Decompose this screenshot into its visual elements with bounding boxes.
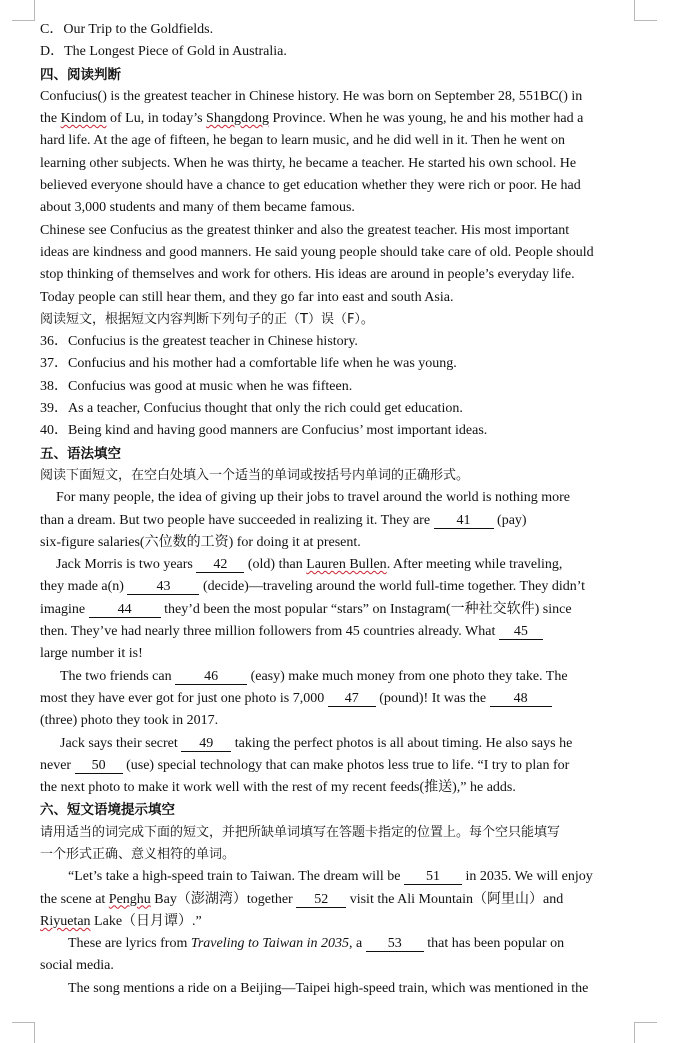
blank-48[interactable]: 48	[490, 691, 552, 707]
passage-line: (three) photo they took in 2017.	[40, 713, 219, 729]
passage-line: hard life. At the age of fifteen, he began to learn music, and he did well in it. Then he went on	[40, 133, 565, 149]
option-d: D．The Longest Piece of Gold in Australia.	[40, 44, 287, 60]
blank-42[interactable]: 42	[196, 557, 244, 573]
section-5-instruction: 阅读下面短文，在空白处填入一个适当的单词或按括号内单词的正确形式。	[40, 467, 470, 483]
blank-51[interactable]: 51	[404, 869, 462, 885]
question-item: 40．Being kind and having good manners are Confucius’ most important ideas.	[40, 423, 488, 439]
passage-line: Confucius() is the greatest teacher in Chinese history. He was born on September 28, 551BC() in	[40, 88, 583, 104]
passage-line: “Let’s take a high-speed train to Taiwan. The dream will be 51 in 2035. We will enjoy	[68, 869, 593, 885]
spellcheck-word: Kindom	[60, 111, 107, 127]
blank-53[interactable]: 53	[366, 936, 424, 952]
passage-line: believed everyone should have a chance to get education whether they were rich or poor. He had	[40, 178, 581, 194]
passage-line: ideas are kindness and good manners. He said young people should take care of old. People should	[40, 244, 594, 260]
passage-line: stop thinking of themselves and work for others. His ideas are around in people’s everyday life.	[40, 267, 575, 283]
passage-line: the next photo to make it work well with the rest of my recent feeds(推送),” he adds.	[40, 780, 516, 796]
passage-line: social media.	[40, 958, 114, 974]
blank-43[interactable]: 43	[127, 579, 199, 595]
question-item: 37．Confucius and his mother had a comfortable life when he was young.	[40, 356, 457, 372]
blank-52[interactable]: 52	[296, 892, 346, 908]
passage-line: imagine 44 they’d been the most popular “stars” on Instagram(一种社交软件) since	[40, 601, 572, 617]
passage-line: These are lyrics from Traveling to Taiwan in 2035, a 53 that has been popular on	[68, 936, 565, 952]
passage-line: Today people can still hear them, and they go far into east and south Asia.	[40, 289, 454, 305]
question-item: 36．Confucius is the greatest teacher in Chinese history.	[40, 334, 358, 350]
section-6-instruction: 请用适当的词完成下面的短文，并把所缺单词填写在答题卡指定的位置上。每个空只能填写	[40, 824, 561, 840]
spellcheck-word: Penghu	[108, 891, 151, 907]
blank-49[interactable]: 49	[181, 736, 231, 752]
blank-44[interactable]: 44	[89, 602, 161, 618]
question-item: 39．As a teacher, Confucius thought that only the rich could get education.	[40, 401, 463, 417]
spellcheck-word: Riyuetan	[40, 913, 91, 929]
spellcheck-word: Lauren Bullen	[306, 557, 387, 573]
passage-line: they made a(n) 43 (decide)—traveling around the world full-time together. They didn’t	[40, 579, 586, 595]
blank-46[interactable]: 46	[175, 669, 247, 685]
question-item: 38．Confucius was good at music when he was fifteen.	[40, 378, 353, 394]
crop-mark-top-right	[634, 0, 657, 21]
passage-line: Riyuetan Lake（日月谭）.”	[40, 913, 202, 929]
passage-line: most they have ever got for just one photo is 7,000 47 (pound)! It was the 48	[40, 688, 636, 710]
blank-47[interactable]: 47	[328, 691, 376, 707]
passage-line: never 50 (use) special technology that can make photos less true to life. “I try to plan for	[40, 757, 570, 773]
passage-line: the scene at Penghu Bay（澎湖湾）together 52 visit the Ali Mountain（阿里山）and	[40, 891, 564, 907]
passage-line: The song mentions a ride on a Beijing—Taipei high-speed train, which was mentioned in the	[68, 980, 589, 996]
section-5-title: 五、语法填空	[40, 445, 121, 462]
section-6-instruction: 一个形式正确、意义相符的单词。	[40, 846, 236, 862]
crop-mark-bottom-right	[634, 1022, 657, 1043]
blank-41[interactable]: 41	[434, 513, 494, 529]
passage-line: The two friends can 46 (easy) make much money from one photo they take. The	[60, 668, 568, 684]
blank-45[interactable]: 45	[499, 624, 543, 640]
passage-line: Chinese see Confucius as the greatest thinker and also the greatest teacher. His most important	[40, 222, 570, 238]
passage-line: For many people, the idea of giving up their jobs to travel around the world is nothing more	[56, 490, 571, 506]
crop-mark-bottom-left	[12, 1022, 35, 1043]
passage-line: six-figure salaries(六位数的工资) for doing it at present.	[40, 534, 361, 550]
spellcheck-word: Shangdong	[206, 111, 270, 127]
blank-50[interactable]: 50	[75, 758, 123, 774]
passage-line: large number it is!	[40, 646, 143, 662]
passage-line: Jack says their secret 49 taking the perfect photos is all about timing. He also says he	[60, 735, 573, 751]
document-page	[40, 19, 636, 1000]
passage-line: learning other subjects. When he was thirty, he became a teacher. He started his own school. He	[40, 155, 577, 171]
song-title: Traveling to Taiwan in 2035	[190, 936, 350, 952]
section-4-instruction: 阅读短文，根据短文内容判断下列句子的正（T）误（F）。	[40, 311, 374, 327]
passage-line: about 3,000 students and many of them became famous.	[40, 200, 355, 216]
crop-mark-top-left	[12, 0, 35, 21]
section-6-title: 六、短文语境提示填空	[40, 802, 175, 819]
passage-line: then. They’ve had nearly three million followers from 45 countries already. What 45	[40, 621, 636, 643]
passage-line: Jack Morris is two years 42 (old) than Lauren Bullen. After meeting while traveling,	[56, 557, 563, 573]
passage-line: than a dream. But two people have succeeded in realizing it. They are 41 (pay)	[40, 512, 527, 528]
passage-line: the Kindom of Lu, in today’s Shangdong Province. When he was young, he and his mother had a	[40, 111, 584, 127]
option-c: C．Our Trip to the Goldfields.	[40, 22, 214, 37]
section-4-title: 四、阅读判断	[40, 66, 121, 83]
